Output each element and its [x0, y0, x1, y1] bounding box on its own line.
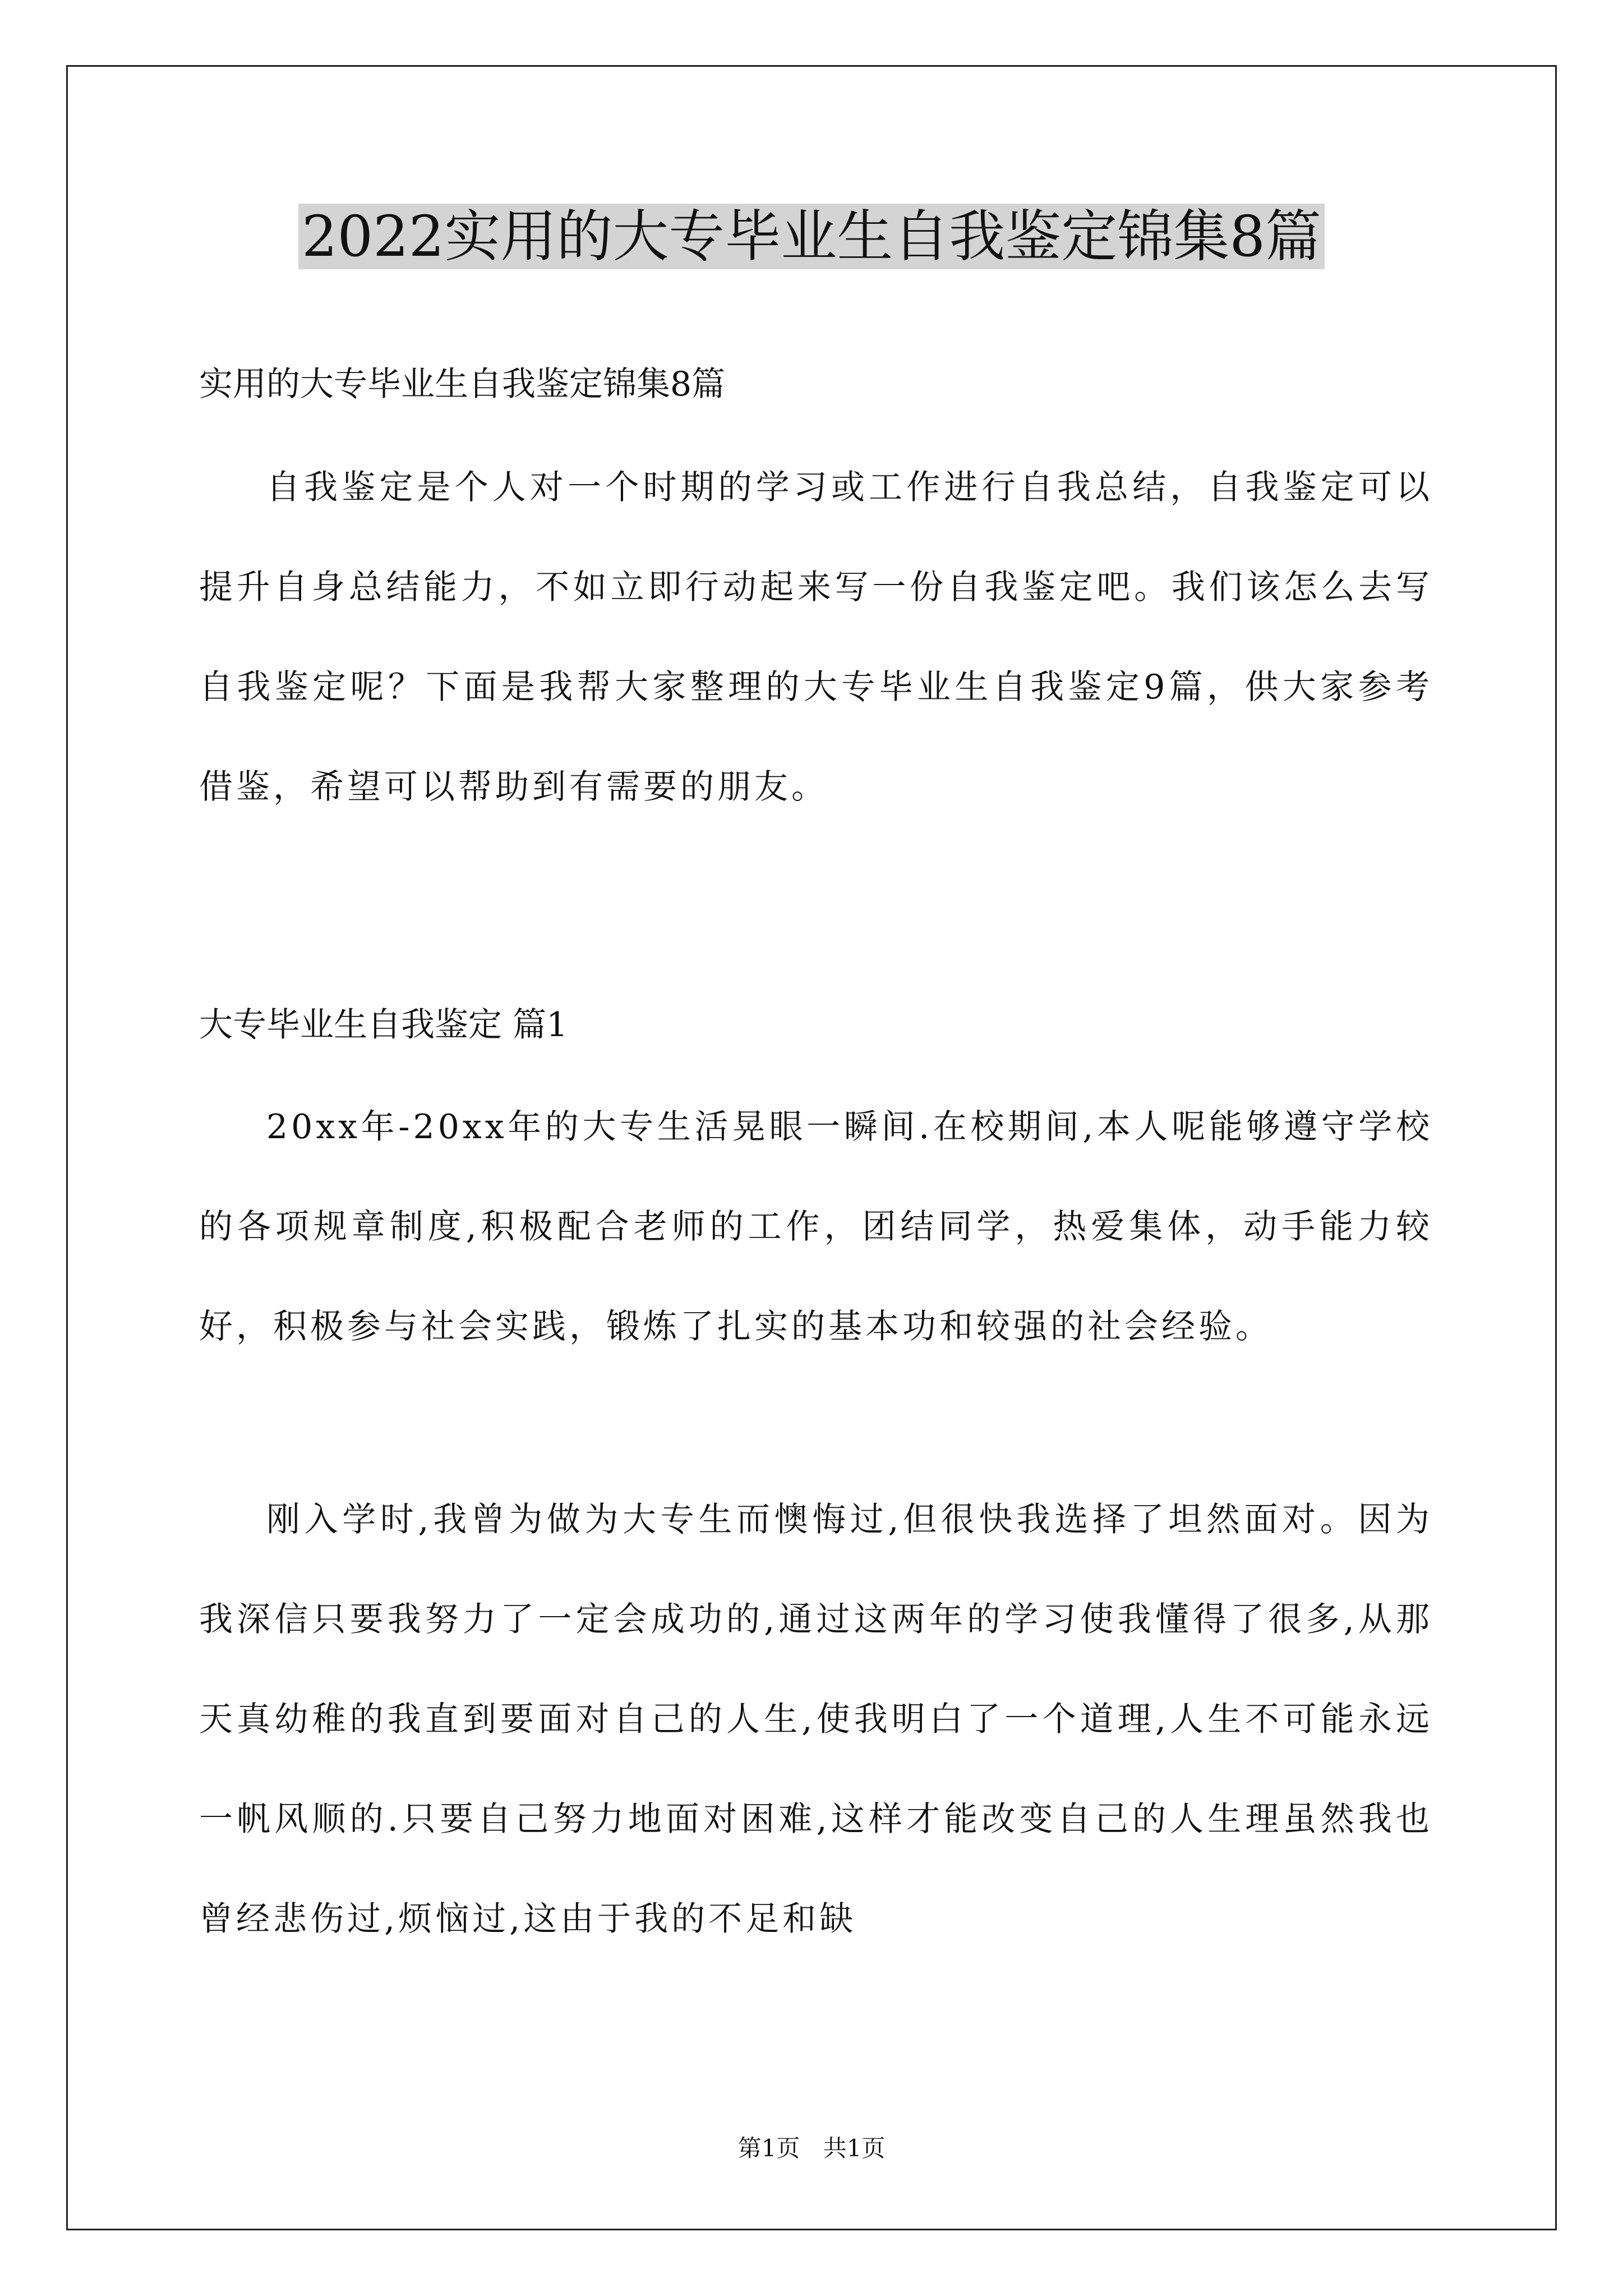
page-title-text: 2022实用的大专毕业生自我鉴定锦集8篇 [298, 204, 1325, 269]
document-subtitle: 实用的大专毕业生自我鉴定锦集8篇 [199, 365, 726, 404]
page-footer [0, 2132, 1623, 2165]
body-paragraph-2: 刚入学时,我曾为做为大专生而懊悔过,但很快我选择了坦然面对。因为我深信只要我努力了一定会成功的,通过这两年的学习使我懂得了很多,从那天真幼稚的我直到要面对自己的人生,使我明白了一个道理,人生不可能永远一帆风顺的.只要自己努力地面对困难,这样才能改变自己的人生理虽然我也曾经悲伤过,烦恼过,这由于我的不足和缺 [199, 1500, 1433, 1939]
intro-paragraph: 自我鉴定是个人对一个时期的学习或工作进行自我总结，自我鉴定可以提升自身总结能力，不如立即行动起来写一份自我鉴定吧。我们该怎么去写自我鉴定呢？下面是我帮大家整理的大专毕业生自我鉴定9篇，供大家参考借鉴，希望可以帮助到有需要的朋友。 [199, 468, 1433, 807]
page-title [0, 197, 1623, 276]
section-heading: 大专毕业生自我鉴定 篇1 [199, 1005, 568, 1045]
page-number-current: 第1页 [737, 2134, 800, 2162]
page-number-total: 共1页 [823, 2134, 886, 2162]
body-paragraph-1: 20xx年-20xx年的大专生活晃眼一瞬间.在校期间,本人呢能够遵守学校的各项规章制度,积极配合老师的工作，团结同学，热爱集体，动手能力较好，积极参与社会实践，锻炼了扎实的基本功和较强的社会经验。 [199, 1107, 1433, 1346]
